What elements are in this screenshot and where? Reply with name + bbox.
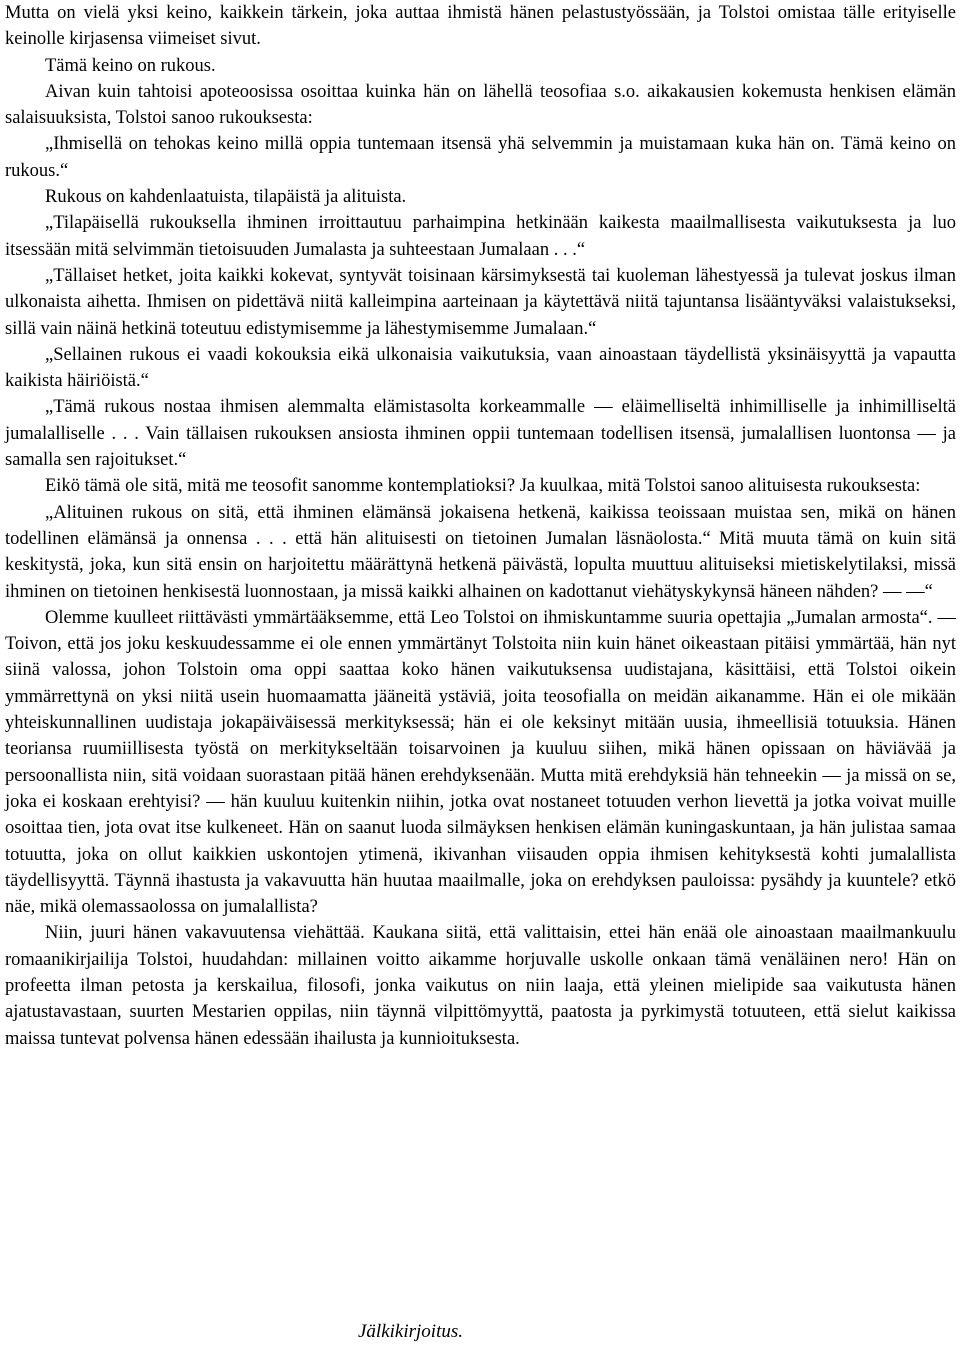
document-body [5,0,956,1052]
paragraph-rukous-kinds: Rukous on kahdenlaatuista, tilapäistä ja alituista. [45,187,407,208]
quote-ihmisella: „Ihmisellä on tehokas keino millä oppia tuntemaan itsensä yhä selvemmin ja muistamaan kuka hän on. Tämä keino on rukous.“ [5,134,956,181]
paragraph-olemme-kuulleet: Olemme kuulleet riittävästi ymmärtääksemme, että Leo Tolstoi on ihmiskuntamme suuria opettajia „Jumalan armosta“. — Toivon, että jos joku keskuudessamme ei ole ennen ymmärtänyt Tolstoita niin kuin hänet oikeastaan pitäisi ymmärtää, hän nyt siinä valossa, johon Tolstoin oma oppi saattaa koko hänen vaikutuksensa uudistajana, käsittäisi, että Tolstoi oikein ymmärrettynä on yksi niitä usein huomaamatta jääneitä ystäviä, joita teosofialla on meidän aikanamme. Hän ei ole mikään yhteiskunnallinen uudistaja jokapäiväisessä merkityksessä; hän ei ole keksinyt mitään uusia, ihmeellisiä totuuksia. Hänen teoriansa ruumiillisesta työstä on merkitykseltään toisarvoinen ja kuuluu siihen, mikä hänen opissaan on häviävää ja persoonallista niin, sitä voidaan suorastaan pitää hänen erehdyksenään. Mutta mitä erehdyksiä hän tehneekin — ja missä on se, joka ei koskaan erehtyisi? — hän kuuluu kuitenkin niihin, jotka ovat nostaneet totuuden verhon lievettä ja jotka voivat muille osoittaa tien, jota ovat itse kulkeneet. Hän on saanut luoda silmäyksen henkisen elämän kuningaskuntaan, ja hän julistaa samaa totuutta, joka on ollut kaikkien uskontojen ytimenä, ikivanhan viisauden oppia ihmisen kehityksestä kohti jumalallista täydellisyyttä. Täynnä ihastusta ja vakavuutta hän huutaa maailmalle, joka on erehdyksen pauloissa: pysähdy ja kuuntele? etkö näe, mikä olemassaolossa on jumalallista? [5,607,956,918]
paragraph-niin-juuri: Niin, juuri hänen vakavuutensa viehättää. Kaukana siitä, että valittaisin, ettei hän enää ole ainoastaan maailmankuulu romaanikirjailija Tolstoi, huudahdan: millainen voitto aikamme horjuvalle uskolle onkaan tämä venäläinen nero! Hän on profeetta ilman petosta ja kerskailua, filosofi, jonka vaikutus on niin laaja, että yleinen mielipide saa vaikutusta hänen ajatustavastaan, suurten Mestarien oppilas, niin täynnä vilpittömyyttä, paatosta ja pyrkimystä totuuteen, että sielut kaikissa maissa tuntevat polvensa hänen edessään ihailusta ja kunnioituksesta. [5,923,956,1049]
paragraph-intro: Mutta on vielä yksi keino, kaikkein tärkein, joka auttaa ihmistä hänen pelastustyössään, ja Tolstoi omistaa tälle erityiselle keinolle kirjasensa viimeiset sivut. [5,3,956,50]
quote-tallaiset-hetket: „Tällaiset hetket, joita kaikki kokevat, syntyvät toisinaan kärsimyksestä tai kuoleman lähestyessä ja tulevat joskus ilman ulkonaista aihetta. Ihmisen on pidettävä niitä kalleimpina aarteinaan ja käytettävä niitä tajuntansa lisääntyväksi valaistukseksi, sillä vain näinä hetkinä toteutuu edistymisemme ja lähestymisemme Jumalaan.“ [5,265,956,339]
quote-alituinen-rukous: „Alituinen rukous on sitä, että ihminen elämänsä jokaisena hetkenä, kaikissa teoissaan muistaa sen, mikä on hänen todellinen elämänsä ja onnensa . . . että hän alituisesti on tietoinen Jumalan läsnäolosta.“ Mitä muuta tämä on kuin sitä keskitystä, joka, kun sitä ensin on harjoitettu määrättynä hetkenä päivästä, lopulta muuttuu alituiseksi mietiskelytilaksi, missä ihminen on tietoinen henkisestä luonnostaan, ja missä kaikki alhainen on kadottanut viehätyskykynsä häneen nähden? — —“ [5,502,956,602]
postscript-heading: Jälkikirjoitus. [358,1321,464,1342]
paragraph-kontemplatio: Eikö tämä ole sitä, mitä me teosofit sanomme kontemplatioksi? Ja kuulkaa, mitä Tolstoi sanoo alituisesta rukouksesta: [45,476,921,497]
quote-sellainen-rukous: „Sellainen rukous ei vaadi kokouksia eikä ulkonaisia vaikutuksia, vaan ainoastaan täydellistä yksinäisyyttä ja vapautta kaikista häiriöistä.“ [5,344,956,392]
quote-tilapaisella: „Tilapäisellä rukouksella ihminen irroittautuu parhaimpina hetkinään kaikesta maailmallisesta vaikutuksesta ja luo itsessään mitä selvimmän tietoisuuden Jumalasta ja suhteestaan Jumalaan . . .“ [5,213,956,260]
paragraph-teosofia: Aivan kuin tahtoisi apoteoosissa osoittaa kuinka hän on lähellä teosofiaa s.o. aikakausien kokemusta henkisen elämän salaisuuksista, Tolstoi sanoo rukouksesta: [5,81,956,129]
quote-tama-rukous: „Tämä rukous nostaa ihmisen alemmalta elämistasolta korkeammalle — eläimelliseltä inhimilliselle ja inhimilliseltä jumalalliselle . . . Vain tällaisen rukouksen ansiosta ihminen oppii tuntemaan todellisen itsensä, jumalallisen luontonsa — ja samalla sen rajoitukset.“ [5,397,956,471]
paragraph-rukous-statement: Tämä keino on rukous. [45,55,216,76]
